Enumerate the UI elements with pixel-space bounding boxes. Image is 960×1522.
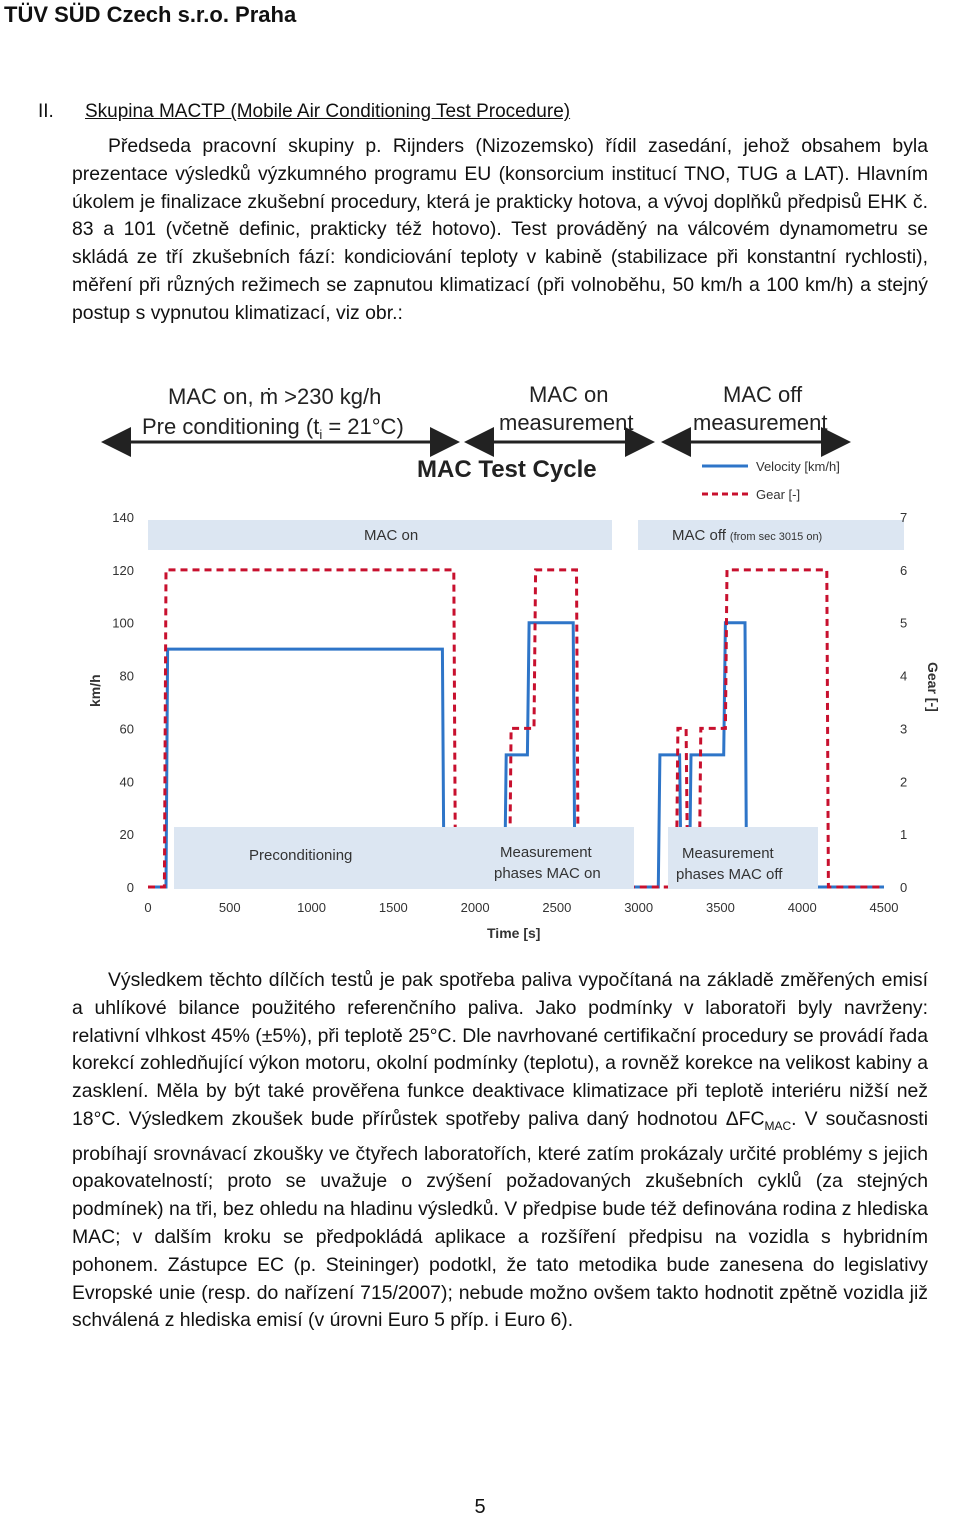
y-tick-label: 120: [112, 562, 134, 578]
y2-tick-label: 7: [900, 510, 908, 525]
y-tick-label: 140: [112, 510, 134, 525]
y2-tick-label: 5: [900, 615, 908, 631]
meas-on-label-1: Measurement: [500, 844, 592, 861]
phase3-title-line2: measurement: [693, 410, 828, 435]
phase2-title-line2: measurement: [499, 410, 634, 435]
x-tick-label: 500: [218, 900, 241, 915]
paragraph-intro: [72, 133, 928, 328]
legend-velocity-label: Velocity [km/h]: [756, 459, 840, 474]
section-title: Skupina MACTP (Mobile Air Conditioning Test Procedure): [85, 101, 571, 122]
mac-test-cycle-chart: [72, 372, 958, 952]
y2-tick-label: 3: [900, 721, 908, 737]
y-axis-title: km/h: [87, 674, 103, 707]
delta-fc-subscript: MAC: [764, 1118, 792, 1133]
x-tick-label: 1500: [378, 900, 408, 915]
meas-on-label-2: phases MAC on: [494, 865, 601, 882]
y2-tick-label: 0: [900, 880, 908, 895]
phase1-title-line2: Pre conditioning $(t_i = 21^\circ C)$: [142, 414, 404, 442]
legend-gear-label: Gear [-]: [756, 487, 801, 502]
y2-axis-title: Gear [-]: [925, 662, 941, 712]
y-tick-label: 60: [119, 721, 134, 737]
section-number: II.: [38, 101, 54, 122]
paragraph-results-text-2: . V současnosti probíhají srovnávací zkoušky ve čtyřech laboratořích, které zatím prokázaly určité problémy s jejich opakovatelností; proto se uvažuje o zvýšení požadovaných zkušebních cyklů (za stejných podmínek) na tři, bez ohledu na hladinu výsledků. V předpise bude též definována rodina z hlediska MAC; v dalším kroku se předpokládá aplikace a rozšíření předpisu na vozidla s hybridním pohonem. Zástupce EC (p. Steininger) podotkl, že tato metodika bude zanesena do legislativy Evropské unie (resp. do nařízení 715/2007); nebude možno ovšem takto hodnotit zpětně vozidla již schválená z hlediska emisí (v úrovni Euro 5 příp. i Euro 6).: [72, 1107, 928, 1332]
y-tick-label: 80: [119, 668, 134, 684]
y-tick-label: 0: [126, 880, 134, 895]
section-heading: [38, 101, 570, 123]
chart-title: MAC Test Cycle: [417, 456, 597, 483]
precond-label: Preconditioning: [249, 847, 353, 864]
organization-header: TÜV SÜD Czech s.r.o. Praha: [4, 2, 297, 27]
y2-tick-label: 4: [900, 668, 908, 684]
y2-tick-label: 1: [900, 827, 908, 843]
x-tick-label: 2000: [460, 900, 490, 915]
y2-tick-label: 6: [900, 562, 908, 578]
paragraph-results-text-1: Výsledkem těchto dílčích testů je pak spotřeba paliva vypočítaná na základě změřených emisí a uhlíkové bilance použitého referenčního paliva. Jako podmínky v laboratoři byly navrženy: relativní vlhkost 45% (±5%), při teplotě 25°C. Dle navrhované certifikační procedury se provádí řada korekcí zohledňující výkon motoru, okolní podmínky (teplotu), a rovněž korekce na velikost kabiny a zasklení. Měla by být také prověřena funkce deaktivace klimatizace při teplotě interiéru nižší než 18°C. Výsledkem zkoušek bude přírůstek spotřeby paliva daný hodnotou ΔFC: [72, 969, 928, 1130]
x-tick-label: 1000: [297, 900, 327, 915]
page-number: 5: [474, 1496, 486, 1518]
x-tick-label: 2500: [542, 900, 572, 915]
x-tick-label: 3500: [705, 900, 735, 915]
band-mac-on-label: MAC on: [364, 527, 419, 544]
band-mac-off-label: MAC off (from sec 3015 on): [672, 527, 823, 544]
phase1-title-line1: MAC on, ṁ >230 kg/h: [168, 384, 382, 409]
mac-test-cycle-figure: [72, 372, 958, 952]
phase2-title-line1: MAC on: [529, 382, 609, 407]
x-tick-label: 0: [144, 900, 152, 915]
paragraph-results: [72, 967, 928, 1335]
y-tick-label: 40: [119, 774, 134, 790]
y-tick-label: 100: [112, 615, 134, 631]
x-axis-title: Time [s]: [487, 925, 541, 941]
y2-tick-label: 2: [900, 774, 908, 790]
meas-off-label-1: Measurement: [682, 845, 774, 862]
meas-off-label-2: phases MAC off: [676, 866, 783, 883]
x-tick-label: 4500: [869, 900, 899, 915]
x-tick-label: 3000: [624, 900, 654, 915]
x-tick-label: 4000: [787, 900, 817, 915]
paragraph-intro-text: Předseda pracovní skupiny p. Rijnders (Nizozemsko) řídil zasedání, jehož obsahem byla prezentace výsledků výzkumného programu EU (konsorcium institucí TNO, TUG a LAT). Hlavním úkolem je finalizace zkušební procedury, která je prakticky hotova, a vývoj doplňků předpisů EHK č. 83 a 101 (včetně definic, prakticky též hotovo). Test prováděný na válcovém dynamometru se skládá ze tří zkušebních fází: kondiciování teploty v kabině (stabilizace při konstantní rychlosti), měření při různých režimech se zapnutou klimatizací (při volnoběhu, 50 km/h a 100 km/h) a stejný postup s vypnutou klimatizací, viz obr.:: [72, 135, 928, 324]
y-tick-label: 20: [119, 827, 134, 843]
phase3-title-line1: MAC off: [723, 382, 803, 407]
